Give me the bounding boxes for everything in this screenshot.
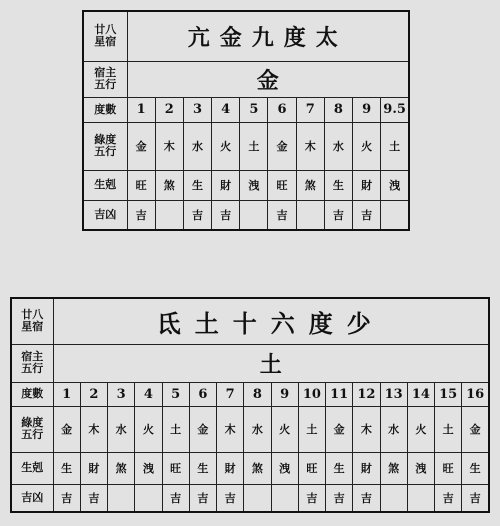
jixiong-cell	[244, 484, 271, 512]
shengke-cell: 生	[53, 452, 80, 484]
wuxing-label-line: 綠度	[94, 133, 117, 146]
shengke-cell: 煞	[108, 452, 135, 484]
jixiong-cell: 吉	[162, 484, 189, 512]
shengke-cell: 旺	[298, 452, 325, 484]
degree-cell: 10	[298, 382, 325, 406]
degree-cell: 7	[217, 382, 244, 406]
shengke-row	[11, 452, 489, 484]
title-row	[11, 298, 489, 344]
degree-cell: 9	[271, 382, 298, 406]
degree-cell: 8	[324, 97, 352, 122]
jixiong-cell	[240, 200, 268, 230]
wuxing-label	[83, 122, 127, 170]
degree-cell: 1	[127, 97, 155, 122]
degree-cell: 5	[240, 97, 268, 122]
wuxing-cell: 土	[381, 122, 409, 170]
shengke-label: 生剋	[83, 170, 127, 200]
shengke-cell: 旺	[268, 170, 296, 200]
jixiong-cell: 吉	[435, 484, 462, 512]
shengke-cell: 旺	[127, 170, 155, 200]
star-label-line: 星宿	[21, 320, 44, 334]
degree-cell: 4	[135, 382, 162, 406]
degree-cell: 3	[108, 382, 135, 406]
jixiong-cell: 吉	[324, 200, 352, 230]
wuxing-label-line: 綠度	[21, 416, 44, 429]
star-label	[83, 11, 127, 61]
wuxing-cell: 金	[268, 122, 296, 170]
jixiong-cell: 吉	[353, 200, 381, 230]
degree-cell: 2	[155, 97, 183, 122]
shengke-cell: 財	[217, 452, 244, 484]
wuxing-cell: 金	[127, 122, 155, 170]
wuxing-cell: 土	[162, 406, 189, 452]
degrees-row	[11, 382, 489, 406]
element-label	[11, 344, 53, 382]
wuxing-cell: 金	[462, 406, 489, 452]
jixiong-cell	[381, 200, 409, 230]
shengke-cell: 旺	[162, 452, 189, 484]
shengke-row	[83, 170, 409, 200]
element-label-line: 五行	[21, 362, 44, 375]
wuxing-label-line: 五行	[21, 428, 44, 441]
wuxing-cell: 木	[217, 406, 244, 452]
shengke-cell: 洩	[407, 452, 434, 484]
degree-cell: 5	[162, 382, 189, 406]
shengke-label: 生剋	[11, 452, 53, 484]
mansion-element: 土	[53, 344, 489, 382]
shengke-cell: 生	[324, 170, 352, 200]
wuxing-cell: 火	[271, 406, 298, 452]
star-label-line: 廿八	[21, 308, 44, 322]
degree-cell: 2	[80, 382, 107, 406]
degree-cell: 9	[353, 97, 381, 122]
shengke-cell: 洩	[240, 170, 268, 200]
wuxing-cell: 水	[244, 406, 271, 452]
shengke-cell: 生	[189, 452, 216, 484]
table-di	[10, 297, 490, 513]
jixiong-label: 吉凶	[83, 200, 127, 230]
shengke-cell: 財	[353, 170, 381, 200]
shengke-cell: 財	[212, 170, 240, 200]
wuxing-cell: 木	[353, 406, 380, 452]
shengke-cell: 生	[462, 452, 489, 484]
table-kang	[82, 10, 410, 231]
jixiong-cell: 吉	[268, 200, 296, 230]
jixiong-cell: 吉	[298, 484, 325, 512]
jixiong-cell: 吉	[80, 484, 107, 512]
degree-cell: 15	[435, 382, 462, 406]
shengke-cell: 洩	[135, 452, 162, 484]
wuxing-row	[11, 406, 489, 452]
degree-cell: 14	[407, 382, 434, 406]
wuxing-label	[11, 406, 53, 452]
degree-cell: 8	[244, 382, 271, 406]
jixiong-cell	[271, 484, 298, 512]
wuxing-cell: 金	[189, 406, 216, 452]
jixiong-cell: 吉	[326, 484, 353, 512]
jixiong-cell: 吉	[189, 484, 216, 512]
wuxing-cell: 金	[326, 406, 353, 452]
wuxing-cell: 木	[296, 122, 324, 170]
wuxing-cell: 火	[353, 122, 381, 170]
wuxing-cell: 土	[240, 122, 268, 170]
jixiong-cell: 吉	[212, 200, 240, 230]
element-label-line: 宿主	[94, 66, 117, 79]
jixiong-cell	[407, 484, 434, 512]
shengke-cell: 旺	[435, 452, 462, 484]
element-label-line: 宿主	[21, 350, 44, 363]
wuxing-cell: 土	[435, 406, 462, 452]
shengke-cell: 洩	[271, 452, 298, 484]
jixiong-cell: 吉	[53, 484, 80, 512]
jixiong-cell	[135, 484, 162, 512]
jixiong-row	[83, 200, 409, 230]
wuxing-cell: 火	[212, 122, 240, 170]
wuxing-cell: 水	[380, 406, 407, 452]
degree-cell: 4	[212, 97, 240, 122]
degree-cell: 16	[462, 382, 489, 406]
wuxing-cell: 火	[407, 406, 434, 452]
shengke-cell: 生	[326, 452, 353, 484]
star-label-line: 星宿	[94, 35, 117, 49]
mansion-element: 金	[127, 61, 409, 97]
element-label	[83, 61, 127, 97]
shengke-cell: 煞	[244, 452, 271, 484]
jixiong-cell	[380, 484, 407, 512]
degree-cell: 13	[380, 382, 407, 406]
jixiong-cell: 吉	[353, 484, 380, 512]
wuxing-cell: 土	[298, 406, 325, 452]
degree-cell: 1	[53, 382, 80, 406]
jixiong-cell: 吉	[183, 200, 211, 230]
shengke-cell: 洩	[381, 170, 409, 200]
jixiong-cell	[296, 200, 324, 230]
shengke-cell: 財	[80, 452, 107, 484]
shengke-cell: 財	[353, 452, 380, 484]
degree-label: 度數	[11, 382, 53, 406]
degree-cell: 11	[326, 382, 353, 406]
jixiong-cell	[108, 484, 135, 512]
degree-cell: 6	[268, 97, 296, 122]
wuxing-cell: 水	[183, 122, 211, 170]
jixiong-cell	[155, 200, 183, 230]
star-label-line: 廿八	[94, 23, 117, 37]
jixiong-cell: 吉	[462, 484, 489, 512]
wuxing-cell: 火	[135, 406, 162, 452]
element-row	[11, 344, 489, 382]
degree-cell: 7	[296, 97, 324, 122]
jixiong-cell: 吉	[217, 484, 244, 512]
star-label	[11, 298, 53, 344]
degrees-row	[83, 97, 409, 122]
jixiong-cell: 吉	[127, 200, 155, 230]
degree-cell: 9.5	[381, 97, 409, 122]
jixiong-label: 吉凶	[11, 484, 53, 512]
shengke-cell: 煞	[296, 170, 324, 200]
title-row	[83, 11, 409, 61]
wuxing-cell: 木	[155, 122, 183, 170]
wuxing-cell: 水	[108, 406, 135, 452]
degree-cell: 3	[183, 97, 211, 122]
shengke-cell: 生	[183, 170, 211, 200]
shengke-cell: 煞	[380, 452, 407, 484]
jixiong-row	[11, 484, 489, 512]
degree-label: 度數	[83, 97, 127, 122]
mansion-title: 亢金九度太	[127, 11, 409, 61]
element-row	[83, 61, 409, 97]
wuxing-label-line: 五行	[94, 145, 117, 158]
wuxing-cell: 水	[324, 122, 352, 170]
mansion-title: 氐土十六度少	[53, 298, 489, 344]
wuxing-cell: 金	[53, 406, 80, 452]
shengke-cell: 煞	[155, 170, 183, 200]
degree-cell: 6	[189, 382, 216, 406]
element-label-line: 五行	[94, 78, 117, 91]
degree-cell: 12	[353, 382, 380, 406]
wuxing-cell: 木	[80, 406, 107, 452]
wuxing-row	[83, 122, 409, 170]
